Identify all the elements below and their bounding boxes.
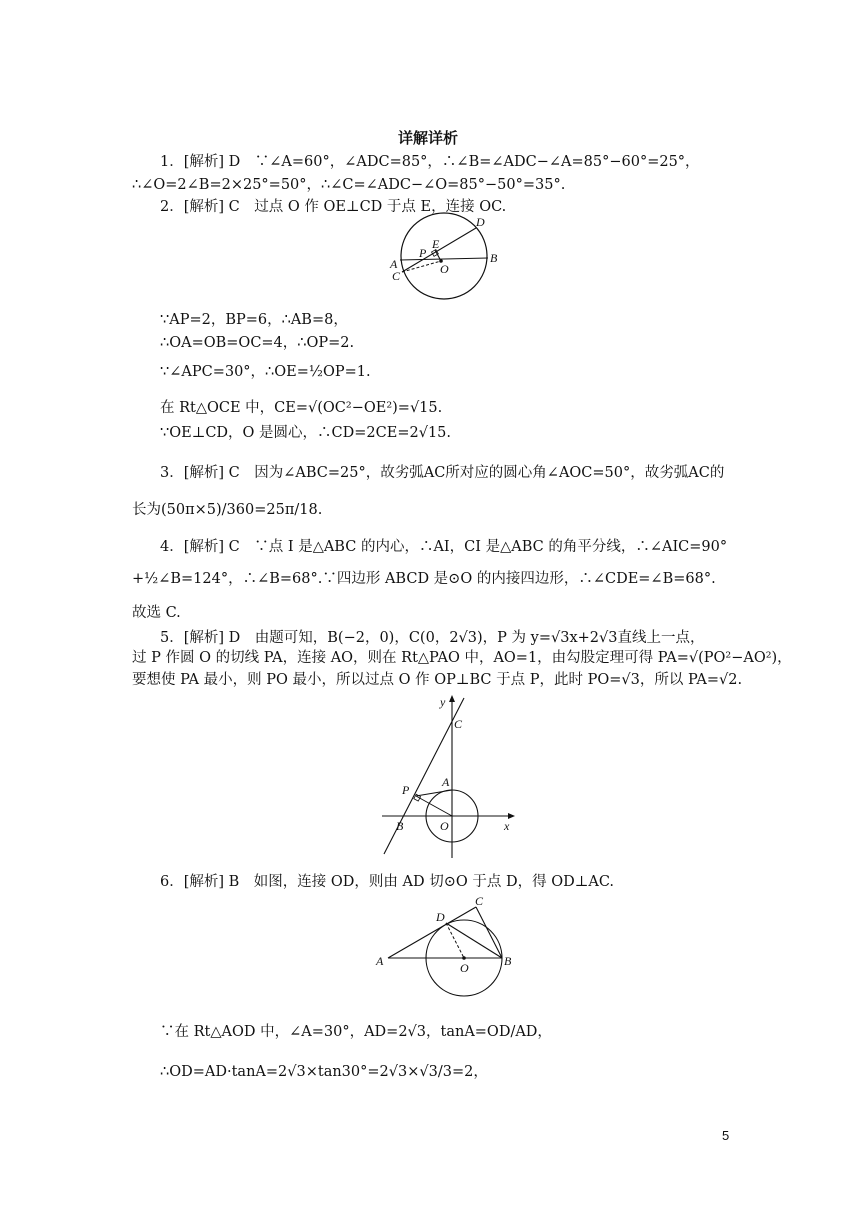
page-title: 详解详析 xyxy=(398,129,459,147)
answer-2-step-3: ∵∠APC=30°，∴OE=½OP=1. xyxy=(160,364,371,380)
answer-3-line-1: 3．[解析] C 因为∠ABC=25°，故劣弧AC所对应的圆心角∠AOC=50°，故劣弧AC的 xyxy=(160,465,725,481)
answer-5-line-1: 5．[解析] D 由题可知，B(−2，0)，C(0，2√3)，P 为 y=√3x+2√3直线上一点， xyxy=(160,630,705,646)
figure-3-tangent-diagram xyxy=(372,895,522,995)
fig2-segment-pa xyxy=(416,790,452,796)
answer-1-line-1: 1．[解析] D ∵∠A=60°，∠ADC=85°，∴∠B=∠ADC−∠A=85°−60°=25°， xyxy=(160,154,700,170)
fig2-label-c: C xyxy=(454,717,463,731)
fig2-label-y: y xyxy=(440,695,446,709)
answer-2-step-2: ∴OA=OB=OC=4，∴OP=2. xyxy=(160,335,355,351)
answer-2-step-1: ∵AP=2，BP=6，∴AB=8， xyxy=(160,312,348,328)
fig3-label-o: O xyxy=(460,961,469,975)
fig3-label-c: C xyxy=(475,894,484,908)
fig2-label-x: x xyxy=(504,819,510,833)
answer-2-line-1: 2．[解析] C 过点 O 作 OE⊥CD 于点 E，连接 OC. xyxy=(160,199,507,215)
fig1-label-p: P xyxy=(419,246,427,260)
fig1-label-e: E xyxy=(432,237,440,251)
fig3-label-b: B xyxy=(504,954,512,968)
page-number: 5 xyxy=(722,1128,730,1143)
fig1-label-b: B xyxy=(490,251,498,265)
answer-4-line-1: 4．[解析] C ∵点 I 是△ABC 的内心，∴AI，CI 是△ABC 的角平分线，∴∠AIC=90° xyxy=(160,539,728,555)
fig3-label-a: A xyxy=(376,954,384,968)
fig1-label-d: D xyxy=(476,215,485,229)
fig3-label-d: D xyxy=(436,910,445,924)
fig2-segment-po xyxy=(416,796,452,816)
fig2-label-p: P xyxy=(402,783,410,797)
answer-6-step-1: ∵在 Rt△AOD 中，∠A=30°，AD=2√3，tanA=OD/AD， xyxy=(160,1024,552,1040)
figure-1-circle-diagram xyxy=(386,212,506,302)
answer-3-line-2: 长为(50π×5)/360=25π/18. xyxy=(132,502,323,518)
answer-6-step-2: ∴OD=AD·tanA=2√3×tan30°=2√3×√3/3=2， xyxy=(160,1064,488,1080)
fig2-y-arrow xyxy=(449,695,455,702)
answer-4-line-2: +½∠B=124°，∴∠B=68°.∵四边形 ABCD 是⊙O 的内接四边形，∴∠CDE=∠B=68°. xyxy=(132,571,716,587)
figure-2-coordinate-diagram xyxy=(378,692,518,862)
answer-2-step-4: 在 Rt△OCE 中，CE=√(OC²−OE²)=√15. xyxy=(160,400,443,416)
fig1-label-a: A xyxy=(390,257,398,271)
answer-5-line-3: 要想使 PA 最小，则 PO 最小，所以过点 O 作 OP⊥BC 于点 P，此时 PO=√3，所以 PA=√2. xyxy=(132,672,743,688)
fig1-chord-ab xyxy=(400,258,488,260)
answer-6-line-1: 6．[解析] B 如图，连接 OD，则由 AD 切⊙O 于点 D，得 OD⊥AC. xyxy=(160,874,615,890)
answer-2-step-5: ∵OE⊥CD，O 是圆心，∴CD=2CE=2√15. xyxy=(160,425,451,441)
fig3-center-dot xyxy=(462,956,466,960)
fig1-circle xyxy=(401,213,487,299)
answer-5-line-2: 过 P 作圆 O 的切线 PA，连接 AO，则在 Rt△PAO 中，AO=1，由勾股定理可得 PA=√(PO²−AO²)， xyxy=(132,650,792,666)
answer-4-line-3: 故选 C. xyxy=(132,605,181,621)
fig1-label-o: O xyxy=(440,262,449,276)
fig2-label-a: A xyxy=(442,775,450,789)
fig2-label-o: O xyxy=(440,819,449,833)
fig3-segment-ac xyxy=(388,907,476,958)
answer-1-line-2: ∴∠O=2∠B=2×25°=50°，∴∠C=∠ADC−∠O=85°−50°=35°. xyxy=(132,177,566,193)
fig2-label-b: B xyxy=(396,819,404,833)
fig1-oc-dashed xyxy=(402,261,441,272)
fig1-label-c: C xyxy=(392,269,401,283)
